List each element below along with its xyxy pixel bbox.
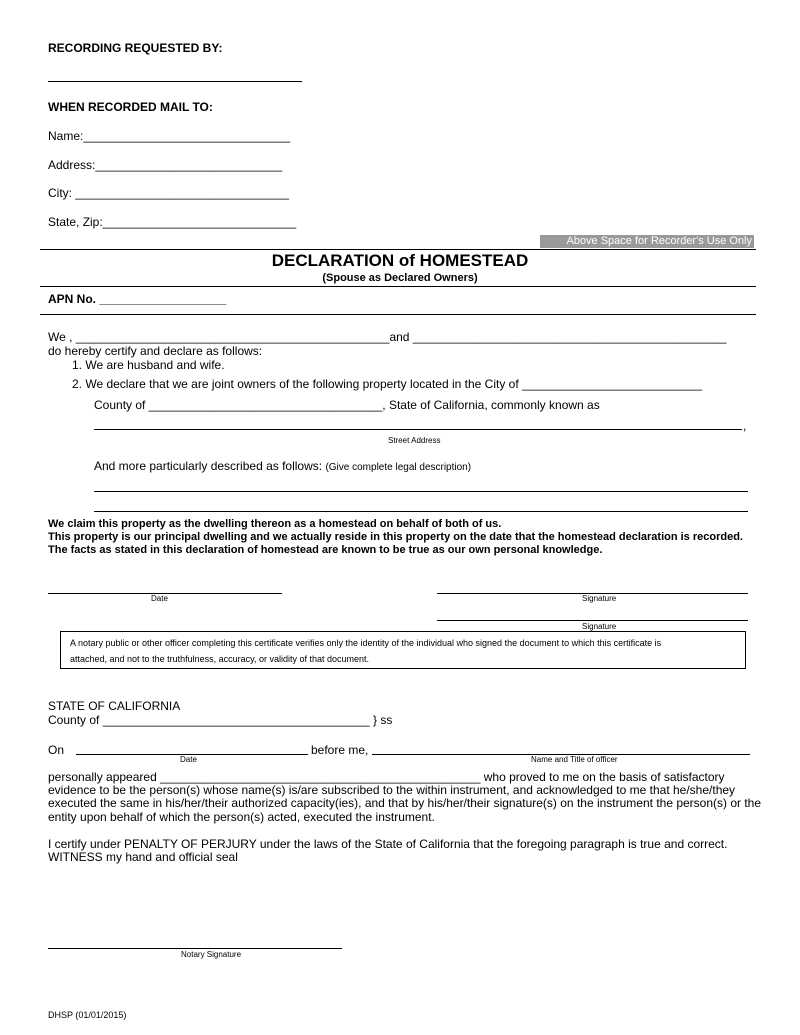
- county-line[interactable]: County of ___________________________________, State of California, commonly known as: [94, 398, 600, 412]
- witness-statement: WITNESS my hand and official seal: [48, 850, 238, 864]
- header-divider: [40, 249, 756, 250]
- notary-signature-label: Notary Signature: [181, 950, 242, 959]
- street-comma: ,: [743, 419, 747, 433]
- ack-paragraph-4: entity upon behalf of which the person(s) acted, executed the instrument.: [48, 810, 435, 824]
- ack-county-line[interactable]: County of ________________________________________ } ss: [48, 713, 393, 727]
- claim-statement-1: We claim this property as the dwelling thereon as a homestead on behalf of both of us.: [48, 518, 502, 530]
- legal-description-hint: (Give complete legal description): [325, 462, 472, 473]
- street-address-label: Street Address: [388, 436, 441, 445]
- claim-statement-3: The facts as stated in this declaration of homestead are known to be true as our own personal knowledge.: [48, 544, 603, 556]
- signature-label-2: Signature: [582, 622, 617, 631]
- recorder-use-banner: Above Space for Recorder's Use Only: [540, 235, 754, 248]
- owners-line[interactable]: We , _______________________________________________and _______________________________________________: [48, 330, 727, 344]
- legal-description-label: [94, 459, 471, 475]
- officer-name-label: Name and Title of officer: [531, 755, 618, 764]
- ack-date-label: Date: [180, 755, 197, 764]
- notary-disclaimer-line-1: A notary public or other officer completing this certificate verifies only the identity of the individual who signed the document to which this certificate is: [70, 638, 662, 648]
- street-address-line[interactable]: [94, 429, 742, 430]
- item-husband-wife: 1. We are husband and wife.: [72, 358, 225, 372]
- personally-appeared[interactable]: personally appeared ________________________________________________ who proved to me on the basis of satisfactory: [48, 770, 725, 784]
- legal-description-text: And more particularly described as follows:: [94, 459, 323, 473]
- claim-statement-2: This property is our principal dwelling and we actually reside in this property on the date that the homestead declaration is recorded.: [48, 531, 743, 543]
- ack-paragraph-2: evidence to be the person(s) whose name(s) is/are subscribed to the within instrument, and acknowledged to me that he/she/they: [48, 783, 736, 797]
- perjury-statement: I certify under PENALTY OF PERJURY under the laws of the State of California that the foregoing paragraph is true and correct.: [48, 837, 728, 851]
- title-divider: [40, 286, 756, 287]
- form-code: DHSP (01/01/2015): [48, 1010, 127, 1020]
- apn-field[interactable]: APN No. ___________________: [48, 292, 227, 306]
- certify-text: do hereby certify and declare as follows:: [48, 344, 263, 358]
- notary-disclaimer-line-2: attached, and not to the truthfulness, accuracy, or validity of that document.: [70, 654, 370, 664]
- ack-paragraph-3: executed the same in his/her/their authorized capacity(ies), and that by his/her/their signature(s) on the instrument the person(s) or the: [48, 796, 762, 810]
- page-title: DECLARATION of HOMESTEAD: [271, 251, 529, 270]
- legal-description-line-1[interactable]: [94, 491, 748, 492]
- legal-description-line-2[interactable]: [94, 511, 748, 512]
- item-joint-owners[interactable]: 2. We declare that we are joint owners of the following property located in the City of ___________________________: [72, 377, 703, 391]
- notary-disclaimer-box: [60, 631, 746, 669]
- signature-label-1: Signature: [582, 594, 617, 603]
- notary-signature-line[interactable]: [48, 948, 342, 949]
- recording-requested-label: RECORDING REQUESTED BY:: [48, 41, 223, 55]
- before-me-label: before me,: [311, 743, 369, 757]
- page-subtitle: (Spouse as Declared Owners): [322, 272, 478, 284]
- address-field[interactable]: Address:____________________________: [48, 158, 283, 172]
- signature-line-2[interactable]: [437, 620, 748, 621]
- city-field[interactable]: City: ________________________________: [48, 186, 289, 200]
- when-recorded-label: WHEN RECORDED MAIL TO:: [48, 100, 213, 114]
- on-label: On: [48, 743, 65, 757]
- state-label: STATE OF CALIFORNIA: [48, 699, 181, 713]
- date-label: Date: [151, 594, 168, 603]
- recording-requested-line[interactable]: [48, 81, 302, 82]
- state-zip-field[interactable]: State, Zip:_____________________________: [48, 215, 297, 229]
- apn-divider: [40, 314, 756, 315]
- name-field[interactable]: Name:_______________________________: [48, 129, 291, 143]
